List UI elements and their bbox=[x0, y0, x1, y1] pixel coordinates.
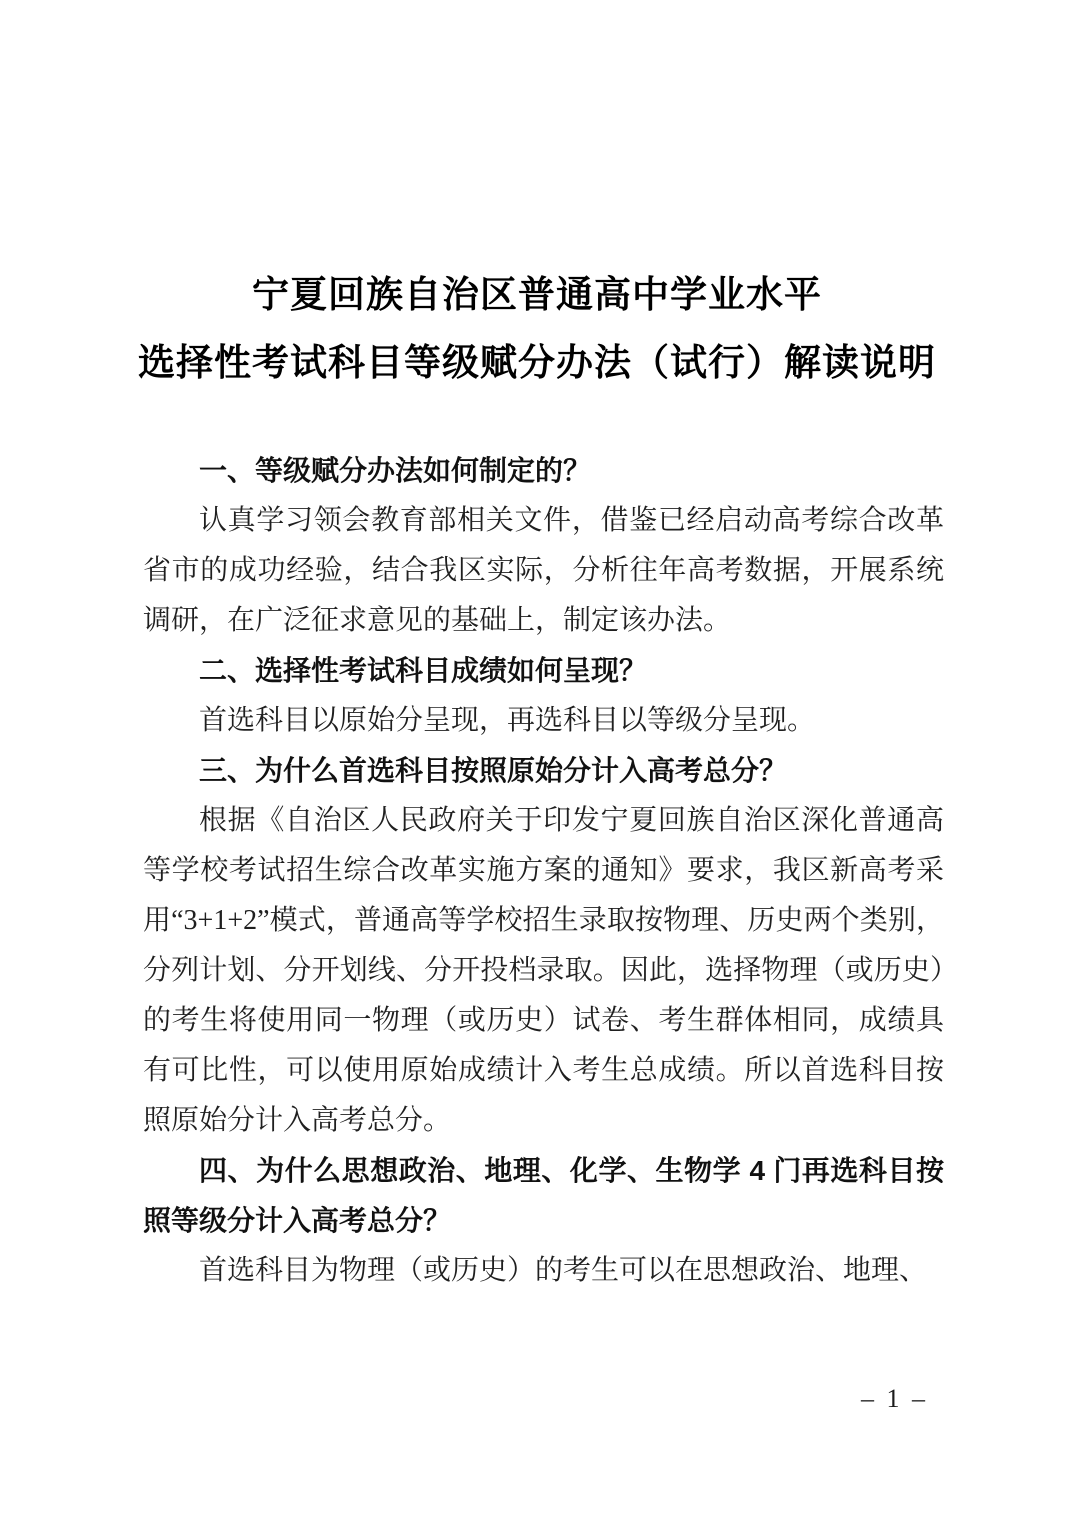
section-2-heading: 二、选择性考试科目成绩如何呈现？ bbox=[199, 655, 648, 686]
section-1-heading: 一、等级赋分办法如何制定的？ bbox=[199, 455, 592, 486]
section-4-heading: 四、为什么思想政治、地理、化学、生物学 4 门再选科目按照等级分计入高考总分？ bbox=[143, 1155, 944, 1236]
document-title-line-1: 宁夏回族自治区普通高中学业水平 bbox=[252, 275, 822, 316]
section-2-paragraph-1: 首选科目以原始分呈现，再选科目以等级分呈现。 bbox=[199, 705, 816, 736]
section-3-paragraph-1: 根据《自治区人民政府关于印发宁夏回族自治区深化普通高等学校考试招生综合改革实施方案的通知》要求，我区新高考采用“3+1+2”模式，普通高等学校招生录取按物理、历史两个类别，分列计划、分开划线、分开投档录取。因此，选择物理（或历史）的考生将使用同一物理（或历史）试卷、考生群体相同，成绩具有可比性，可以使用原始成绩计入考生总成绩。所以首选科目按照原始分计入高考总分。 bbox=[143, 805, 944, 1136]
section-1-paragraph-1: 认真学习领会教育部相关文件，借鉴已经启动高考综合改革省市的成功经验，结合我区实际，分析往年高考数据，开展系统调研，在广泛征求意见的基础上，制定该办法。 bbox=[143, 505, 944, 636]
section-3-heading: 三、为什么首选科目按照原始分计入高考总分？ bbox=[199, 755, 788, 786]
page-number: – 1 – bbox=[861, 1384, 928, 1413]
document-body bbox=[143, 446, 944, 1296]
section-4-paragraph-1: 首选科目为物理（或历史）的考生可以在思想政治、地理、 bbox=[199, 1255, 928, 1286]
document-title-line-2: 选择性考试科目等级赋分办法（试行）解读说明 bbox=[138, 343, 936, 384]
document-title bbox=[0, 262, 1074, 398]
